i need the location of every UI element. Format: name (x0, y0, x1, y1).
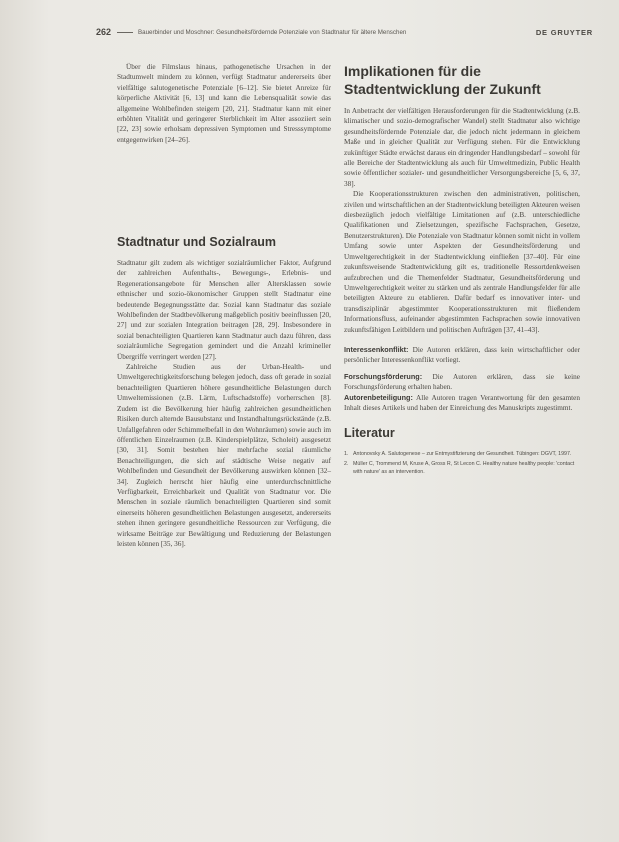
intro-paragraph: Über die Filmslaus hinaus, pathogenetische Ursachen in der Stadtumwelt mindern zu können, verfügt Stadtnatur andererseits über vielfältige salutogenetische Potenziale [6–12]. Sie bietet Anreize für körperliche Aktivität [6, 13] und kann die Lebensqualität sowie das allgemeine Wohlbefinden steigern [20, 21]. Stadtnatur kann mit einer erhöhten Vitalität und geringerer Sterblichkeit im Alter assoziiert sein [22, 23] sowie erholsam depressiven Symptomen und Stresssymptome entgegenwirken [24–26]. (117, 63, 331, 144)
funding-label: Forschungsförderung: (344, 371, 423, 381)
social-paragraph-1: Stadtnatur gilt zudem als wichtiger sozialräumlicher Faktor, Aufgrund der zahlreichen Aufenthalts-, Bewegungs-, Erlebnis- und Regenerationsangebote für Menschen aller Altersklassen sowie ethnischer und sozio-ökonomischer Gruppen stellt Stadtnatur eine bedeutende Begegnungsstätte dar. Sozial kann Stadtnatur das soziale Wohlbefinden der Stadtbevölkerung maßgeblich positiv beeinflussen [20, 27] und zur sozialen Integration beitragen [28, 29]. Insbesondere in sozial benachteiligten Quartieren kann Stadtnatur auch dazu führen, dass sozialräumliche Segregation gemindert und die Anzahl krimineller Übergriffe verringert werden [27]. (117, 259, 331, 361)
page-number: 262 (96, 27, 112, 37)
reference-item (344, 451, 580, 459)
author-contribution (344, 393, 580, 414)
reference-number: 1. (344, 451, 349, 458)
running-title: Bauerbinder und Moschner: Gesundheitsfördernde Potenziale von Stadtnatur für ältere Menschen (138, 28, 407, 36)
reference-text: Antonovsky A. Salutogenese – zur Entmystifizierung der Gesundheit. Tübingen: DGVT, 1997. (353, 451, 572, 458)
social-paragraph-2: Zahlreiche Studien aus der Urban-Health- und Umweltgerechtigkeitsforschung belegen jedoch, dass oft gerade in sozial benachteiligten Quartieren höhere gesundheitliche Belastungen durch Umweltemissionen (z.B. Lärm, Luftschadstoffe) vorherrschen [8]. Zudem ist die Bevölkerung hier häufig zahlreichen gesundheitlichen Risiken durch alternde Bausubstanz und Instandhaltungsrückstände (z.B. Unfallgefahren oder Schimmelbefall in den Wohnräumen) sowie auch im öffentlichen Einzelraumen (z.B. Kinderspielplätze, Scholeit) ausgesetzt [30, 31]. Somit bestehen hier mehrfache sozial räumliche Benachteiligungen, die sich auf städtische Weise negativ auf Wohlbefinden und Gesundheit der Bevölkerung auswirken können [32–34]. Zugleich herrscht hier häufig eine unterdurchschnittliche Verfügbarkeit, Erreichbarkeit und Qualität von Stadtnatur vor. Die Menschen in soziale räumlich benachteiligten Quartieren sind somit einerseits höheren gesundheitlichen Belastungen ausgesetzt, andererseits stehen ihnen geringere gesundheitliche Ressourcen zur Verfügung, die wirksame Beiträge zur Bewältigung und Reduzierung der Belastungen leisten können [35, 36]. (117, 363, 331, 548)
literature-heading: Literatur (344, 426, 395, 441)
declarations (344, 345, 580, 413)
conflict-label: Interessenkonflikt: (344, 344, 409, 354)
section-heading-implikationen: Implikationen für die Stadtentwicklung der Zukunft (344, 63, 541, 97)
funding-statement (344, 372, 580, 393)
reference-list (344, 451, 580, 476)
implications-paragraph-1: In Anbetracht der vielfältigen Herausforderungen für die Stadtentwicklung (z.B. klimatischer und sozio-demografischer Wandel) stellt Stadtnatur also wichtige gesundheitsfördernde Potenziale dar, die jedoch nicht jedermann in gleichem Maße und in gleicher Qualität zur Verfügung stehen. Für die Entwicklung zukünftiger Städte erwächst daraus ein dringender Handlungsbedarf – sowohl für alle Bereiche der Stadtentwicklung als auch für Umweltmedizin, Public Health sowie öffentlicher sozialer- und gesundheitlicher Versorgungsbereiche [5, 6, 37, 38]. (344, 107, 580, 188)
header-divider (117, 32, 133, 33)
conflict-of-interest (344, 345, 580, 366)
page-header (96, 25, 593, 39)
right-column (344, 62, 580, 478)
reference-item (344, 461, 580, 476)
author-label: Autorenbeteiligung: (344, 392, 413, 402)
author-text: Alle Autoren tragen Verantwortung für den gesamten Inhalt dieses Artikels und haben der Einreichung des Manuskripts zugestimmt. (344, 393, 580, 412)
reference-text: Müller C, Trommend M, Kruse A, Gross R, St Lecon C. Healthy nature healthy people: 'contact with nature' as an intervention. (353, 460, 575, 475)
left-column (117, 62, 331, 549)
funding-text: Die Autoren erklären, dass sie keine Forschungsförderung erhalten haben. (344, 372, 581, 392)
section-heading-sozialraum: Stadtnatur und Sozialraum (117, 235, 277, 249)
conflict-text: Die Autoren erklären, dass kein wirtschaftlicher oder persönlicher Interessenkonflikt vorliegt. (344, 345, 581, 365)
implications-paragraph-2: Die Kooperationsstrukturen zwischen den administrativen, politischen, zivilen und wirtschaftlichen an der Stadtentwicklung beteiligten Akteuren weisen diesbezüglich jedoch vielfältige Limitationen auf (z.B. unterschiedliche Qualifikationen und Zielsetzungen, spezifische Fachsprachen, Gesetze, Benutzerstrukturen). Die Potenziale von Stadtnatur können somit nicht in vollem Umfang sowie unter Aspekten der Gesundheitsförderung und Umweltgerechtigkeit in der Stadtentwicklung einfließen [37–40]. Für eine zukunftsweisende Stadtentwicklung gilt es, traditionelle Ressortdenkweisen aufzubrechen und die Themenfelder Stadtnatur, Gesundheitsförderung und Umweltgerechtigkeit weiter zu stärken und als zentrale Handlungsfelder für alle beteiligten Akteure zu etablieren. Dafür bedarf es innovativer inter- und transdisziplinär abgestimmter Kooperationsstrukturen mit fließendem Informationsfluss, aufeinander abgestimmten Fachsprachen sowie innovativen zukunftsfähigen Leitbildern und politischen Aufträgen [37, 41–43]. (344, 190, 580, 334)
publisher-logo: DE GRUYTER (535, 27, 593, 37)
reference-number: 2. (344, 460, 349, 467)
